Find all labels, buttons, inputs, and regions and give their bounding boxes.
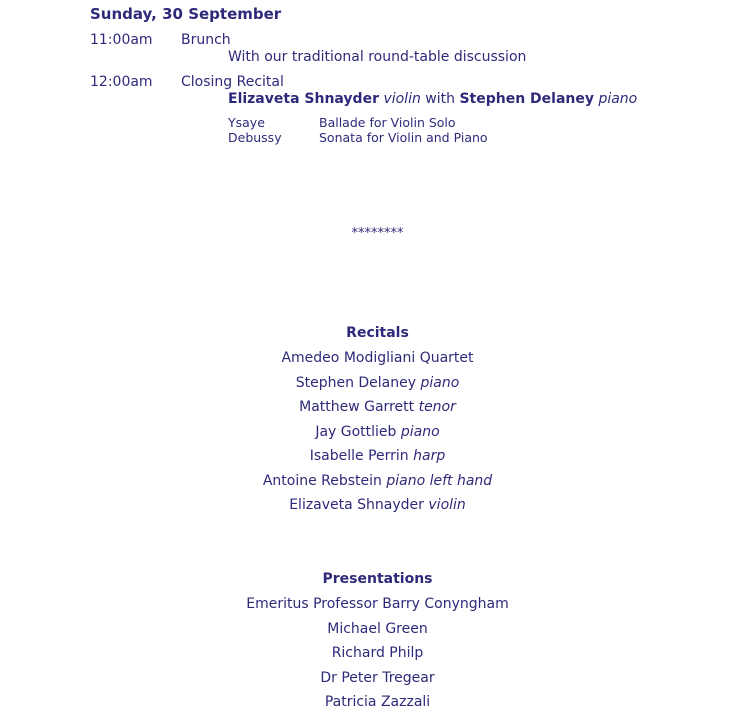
recitals-heading: Recitals (346, 325, 409, 341)
recital-item (0, 399, 755, 415)
recital-role: harp (413, 448, 446, 464)
event-subtitle: With our traditional round-table discussion (228, 49, 527, 65)
presentation-item: Dr Peter Tregear (320, 670, 435, 686)
performer-instrument: violin (383, 91, 421, 107)
recital-item (0, 473, 755, 489)
recital-role: piano (420, 375, 460, 391)
recital-role: violin (428, 497, 466, 513)
recital-role: piano (400, 424, 440, 440)
recital-item (0, 497, 755, 513)
event-time: 12:00am (90, 74, 153, 90)
recital-name: Matthew Garrett (299, 399, 415, 415)
performer-name: Stephen Delaney (459, 91, 594, 107)
recital-item (0, 448, 755, 464)
performer-name: Elizaveta Shnayder (228, 91, 379, 107)
presentation-item: Emeritus Professor Barry Conyngham (246, 596, 509, 612)
programme-work: Ballade for Violin Solo (319, 115, 456, 130)
recital-name: Jay Gottlieb (315, 424, 397, 440)
event-title: Brunch (181, 32, 231, 48)
recital-role: tenor (418, 399, 456, 415)
recital-name: Antoine Rebstein (262, 473, 382, 489)
recital-item (0, 350, 755, 366)
event-title: Closing Recital (181, 74, 284, 90)
programme-composer: Debussy (228, 130, 282, 145)
recital-name: Stephen Delaney (295, 375, 417, 391)
recital-name: Isabelle Perrin (309, 448, 409, 464)
recital-name: Amedeo Modigliani Quartet (281, 350, 474, 366)
event-time: 11:00am (90, 32, 153, 48)
event-performers (228, 91, 637, 107)
programme-work: Sonata for Violin and Piano (319, 130, 488, 145)
presentations-heading: Presentations (322, 571, 433, 587)
day-heading: Sunday, 30 September (90, 5, 282, 23)
recital-name: Elizaveta Shnayder (289, 497, 424, 513)
performer-instrument: piano (598, 91, 638, 107)
recital-role: piano left hand (386, 473, 493, 489)
presentation-item: Michael Green (327, 621, 428, 637)
programme-composer: Ysaye (228, 115, 265, 130)
performer-joiner: with (425, 91, 455, 107)
presentation-item: Patricia Zazzali (324, 694, 431, 710)
separator: ******** (351, 226, 404, 241)
presentation-item: Richard Philp (331, 645, 424, 661)
recital-item (0, 375, 755, 391)
recital-item (0, 424, 755, 440)
